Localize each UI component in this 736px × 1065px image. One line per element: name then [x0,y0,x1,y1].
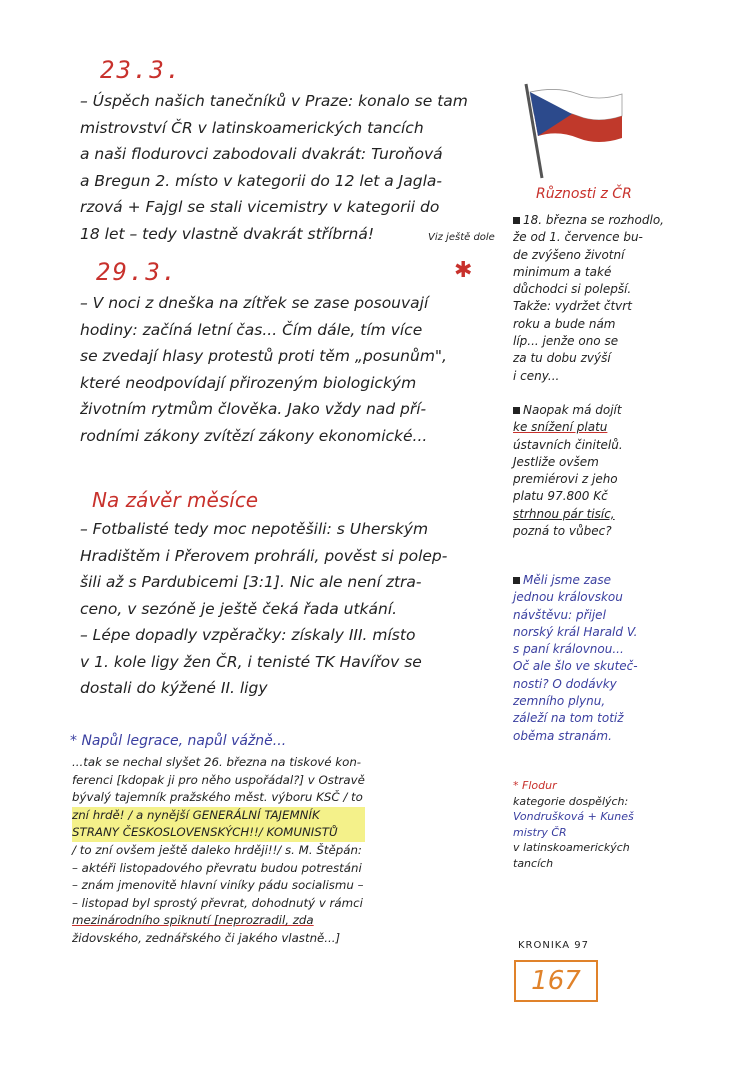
sidebar-block: Naopak má dojít ke snížení platu ústavních činitelů. Jestliže ovšem premiérovi z jeho platu 97.800 Kč strhnou pár tisíc, pozná to vůbec? [513,403,623,539]
aside-note: Viz ještě dole [428,232,495,243]
bullet-icon [513,407,520,414]
czech-flag-icon [518,80,628,180]
chronicle-label: KRONIKA 97 [518,940,589,951]
sidebar-block: Měli jsme zase jednou královskou návštěvu: přijel norský král Harald V. s paní královnou... Oč ale šlo ve skuteč- nosti? O dodávky zemního plynu, záleží na tom totiž oběma stranám. [513,573,638,743]
entry-text: – Úspěch našich tanečníků v Praze: konalo se tam mistrovství ČR v latinskoamerických tancích a naši flodurovci zabodovali dvakrát: Turoňová a Bregun 2. místo v kategorii do 12 let a Jagla- rzová + Fajgl se stali vicemistry v kategorii do 18 let – tedy vlastně dvakrát stříbrná! [80,92,468,243]
entry-text: – V noci z dneška na zítřek se zase posouvají hodiny: začíná letní čas... Čím dále, tím více se zvedají hlasy protestů proti těm „posunům", které neodpovídají přirozeným biologickým životním rytmům člověka. Jako vždy nad pří- rodními zákony zvítězí zákony ekonomické... [80,294,447,445]
half-joke-text: ...tak se nechal slyšet 26. března na tiskové kon- ferenci [kdopak ji pro něho uspořádal?] v Ostravě bývalý tajemník pražského měst. výboru KSČ / to zní hrdě! / a nynější GENERÁLNÍ TAJEMNÍK STRANY ČESKOSLOVENSKÝCH!!/ KOMUNISTŮ / to zní ovšem ještě daleko hrději!!/ s. M. Štěpán: – aktéři listopadového převratu budou potrestáni – znám jmenovitě hlavní viníky pádu socialismu – – listopad byl sprostý převrat, dohodnutý v rámci mezinárodního spiknutí [neprozradil, zda židovského, zednářského či jakého vlastně...] [72,755,365,945]
sidebar-title: Různosti z ČR [536,186,632,202]
closing-text: – Fotbalisté tedy moc nepotěšili: s Uherským Hradištěm i Přerovem prohráli, pověst si polep- šili až s Pardubicemi [3:1]. Nic ale není ztra- ceno, v sezóně je ještě čeká řada utkání. – Lépe dopadly vzpěračky: získaly III. místo v 1. kole ligy žen ČR, i tenisté TK Havířov se dostali do kýžené II. ligy [80,520,448,697]
sidebar-block: * Flodur kategorie dospělých: Vondrušková + Kuneš mistry ČR v latinskoamerických tancích [513,779,634,870]
entry-date: 23.3. [100,56,183,84]
page-number: 167 [514,960,598,1002]
asterisk-icon: ✱ [454,258,473,283]
section-title: * Napůl legrace, napůl vážně... [70,733,287,749]
sidebar-block: 18. března se rozhodlo, že od 1. července bu- de zvýšeno životní minimum a také důchodci si polepší. Takže: vydržet čtvrt roku a bude nám líp... jenže ono se za tu dobu zvýší i ceny... [513,213,664,383]
section-title: Na závěr měsíce [92,488,259,512]
bullet-icon [513,217,520,224]
bullet-icon [513,577,520,584]
entry-date: 29.3. [96,258,179,286]
